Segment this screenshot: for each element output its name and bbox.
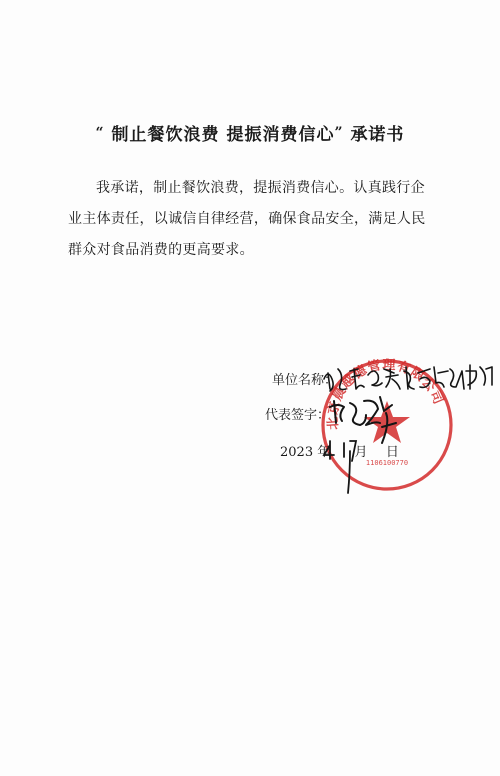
title-main: 制止餐饮浪费 提振消费信心 (111, 125, 335, 145)
pledge-body: 我承诺，制止餐饮浪费，提振消费信心。认真践行企业主体责任，以诚信自律经营，确保食品安全，满足人民群众对食品消费的更高要求。 (68, 180, 426, 258)
handwritten-signature (320, 355, 500, 495)
unit-name-label: 单位名称： (272, 373, 338, 388)
date-month-char: 月 (354, 445, 368, 460)
handwritten-date (324, 441, 356, 493)
seal-number: 1106100770 (365, 459, 409, 467)
representative-label: 代表签字： (265, 408, 331, 423)
handwritten-company-name (324, 365, 492, 391)
date-day-char: 日 (385, 445, 399, 460)
document-title (0, 120, 500, 145)
seal-arc-text: 北京晨越德管理有限公司 (325, 357, 446, 431)
date-year-char: 年 (317, 445, 331, 460)
date-year: 2023 (280, 445, 314, 460)
title-open-quote: “ (95, 125, 105, 141)
title-suffix: 承诺书 (350, 125, 405, 145)
handwritten-representative-name (330, 397, 396, 443)
title-close-quote: ” (334, 125, 344, 141)
